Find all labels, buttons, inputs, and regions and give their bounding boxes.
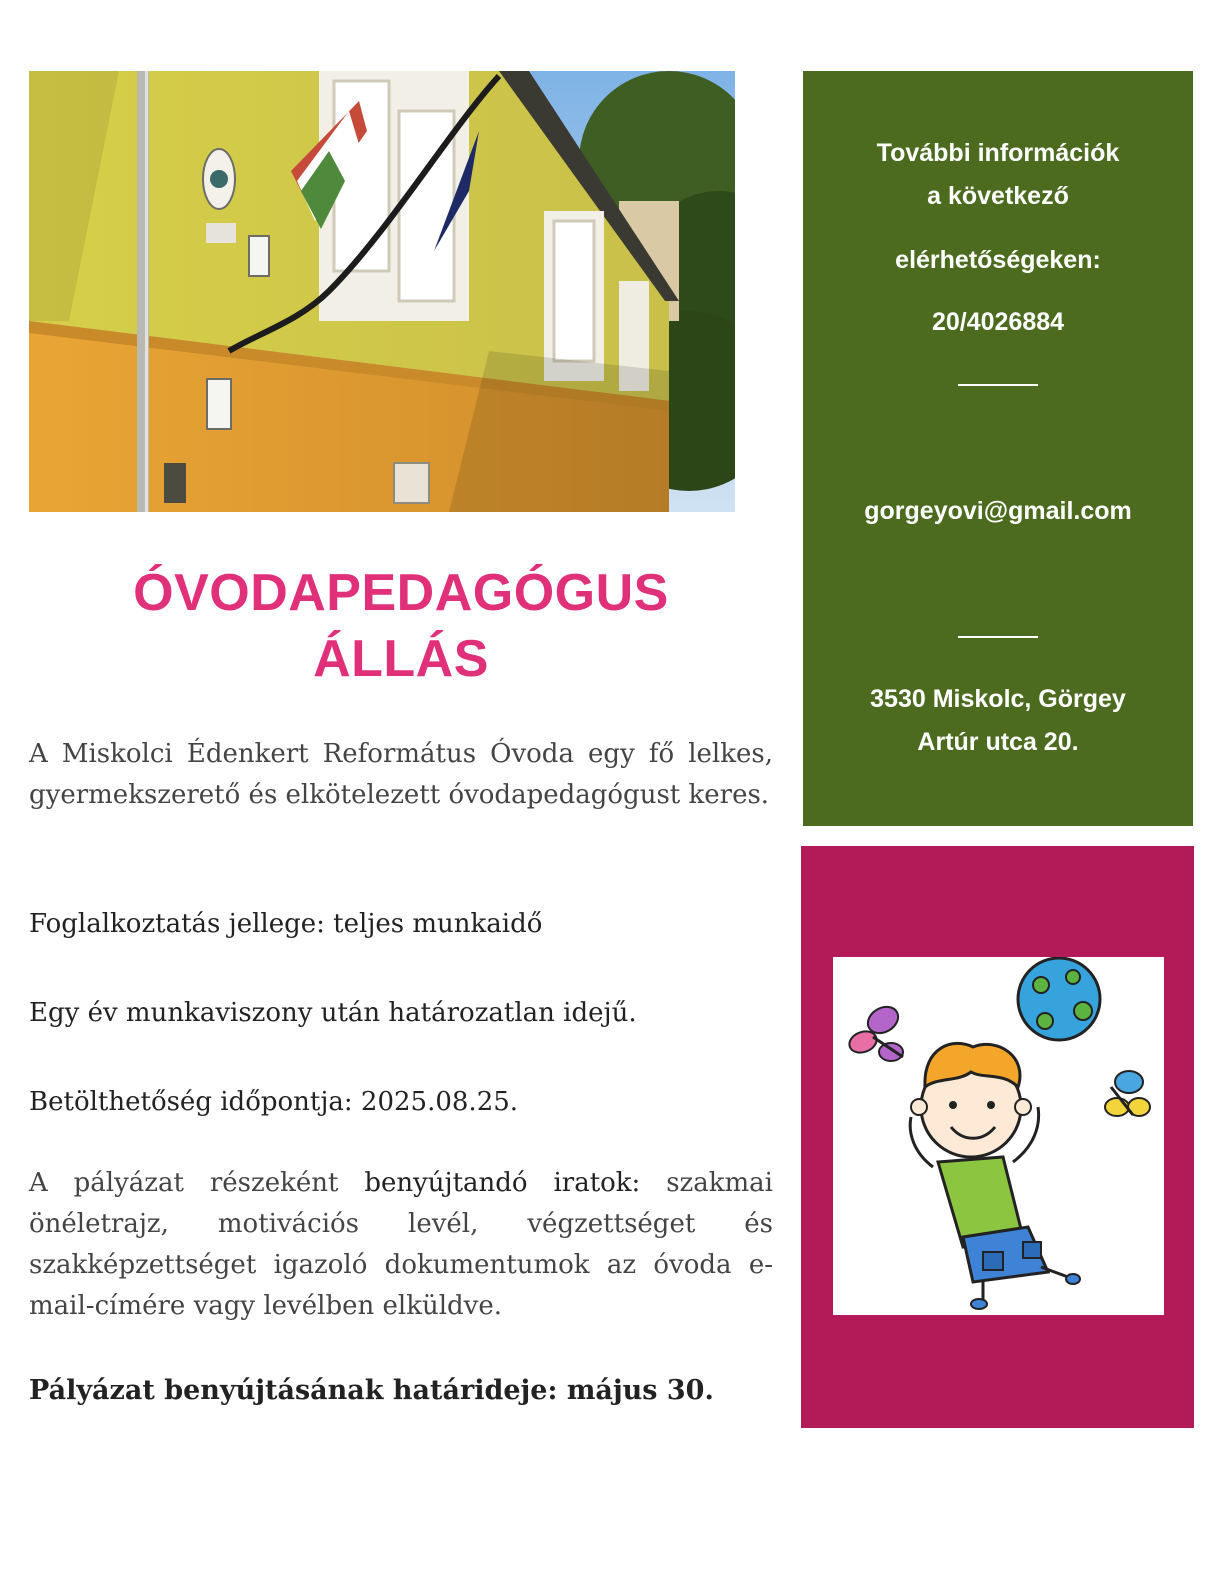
- ball-icon: [1018, 958, 1100, 1040]
- contract-info: Egy év munkaviszony után határozatlan idejű.: [29, 998, 637, 1028]
- contact-address-line-2: Artúr utca 20.: [917, 728, 1079, 756]
- contact-heading-line-1: További információk: [876, 139, 1120, 167]
- intro-paragraph: A Miskolci Édenkert Református Óvoda egy fő lelkes, gyermekszerető és elkötelezett óvodapedagógust keres.: [29, 739, 773, 810]
- contact-email: gorgeyovi@gmail.com: [864, 497, 1132, 525]
- contact-divider-2: [958, 636, 1038, 638]
- contact-divider-1: [958, 384, 1038, 386]
- yellow-butterfly-icon: [1105, 1071, 1150, 1116]
- contact-phone: 20/4026884: [931, 308, 1065, 336]
- illustration-panel: [801, 846, 1194, 1428]
- contact-heading-line-2: a következő: [927, 182, 1069, 210]
- documents-paragraph: [29, 1163, 773, 1327]
- documents-lead: A pályázat részeként: [29, 1168, 365, 1198]
- employment-type: Foglalkoztatás jellege: teljes munkaidő: [29, 909, 543, 939]
- kindergarten-building-photo: [29, 71, 735, 512]
- job-title-line-1: ÓVODAPEDAGÓGUS: [133, 564, 669, 622]
- start-date: Betölthetőség időpontja: 2025.08.25.: [29, 1087, 519, 1117]
- purple-butterfly-icon: [846, 1002, 903, 1061]
- documents-rest: szakmai önéletrajz, motivációs levél, végzettséget és szakképzettséget igazoló dokumentumok az óvoda e-mail-címére vagy levélben elküldve.: [29, 1168, 773, 1321]
- contact-heading-line-3: elérhetőségeken:: [895, 246, 1101, 274]
- deadline: Pályázat benyújtásának határideje: május 30.: [29, 1375, 714, 1406]
- contact-address-line-1: 3530 Miskolc, Görgey: [870, 685, 1126, 713]
- documents-highlight: benyújtandó iratok:: [364, 1168, 641, 1198]
- child-illustration: [833, 957, 1164, 1315]
- job-title: [29, 560, 773, 692]
- contact-panel: [803, 71, 1193, 826]
- job-title-line-2: ÁLLÁS: [313, 630, 489, 688]
